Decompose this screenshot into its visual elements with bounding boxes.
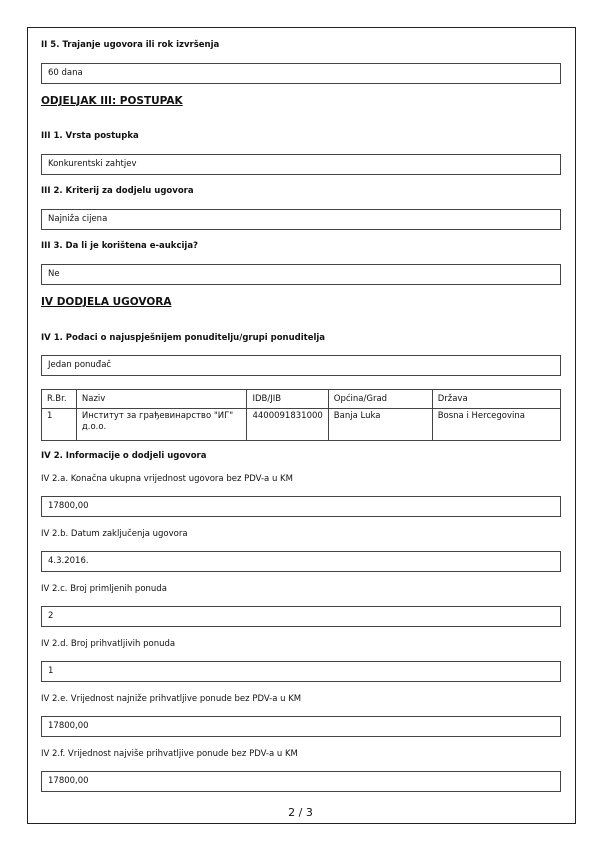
column-header: Naziv bbox=[76, 390, 247, 409]
table-cell: Институт за грађевинарство "ИГ" д.о.о. bbox=[76, 409, 247, 441]
table-cell: Banja Luka bbox=[328, 409, 432, 441]
acceptable-offers-field: 1 bbox=[41, 661, 561, 682]
award-criteria-field: Najniža cijena bbox=[41, 209, 561, 230]
total-value-label: IV 2.a. Konačna ukupna vrijednost ugovora bez PDV-a u KM bbox=[41, 474, 293, 484]
e-auction-label: III 3. Da li je korištena e-aukcija? bbox=[41, 241, 198, 251]
bidder-label: IV 1. Podaci o najuspješnijem ponuditelju/grupi ponuditelja bbox=[41, 333, 326, 343]
award-info-label: IV 2. Informacije o dodjeli ugovora bbox=[41, 451, 207, 461]
table-cell: Bosna i Hercegovina bbox=[432, 409, 560, 441]
highest-offer-label: IV 2.f. Vrijednost najviše prihvatljive ponude bez PDV-a u KM bbox=[41, 749, 298, 759]
procedure-type-label: III 1. Vrsta postupka bbox=[41, 131, 139, 141]
table-header-row bbox=[42, 390, 561, 409]
highest-offer-field: 17800,00 bbox=[41, 771, 561, 792]
bidder-table bbox=[41, 389, 561, 441]
column-header: Općina/Grad bbox=[328, 390, 432, 409]
bidder-field: Jedan ponuđač bbox=[41, 355, 561, 376]
contract-date-field: 4.3.2016. bbox=[41, 551, 561, 572]
section-4-heading: IV DODJELA UGOVORA bbox=[41, 296, 172, 308]
table-cell: 4400091831000 bbox=[247, 409, 328, 441]
received-offers-field: 2 bbox=[41, 606, 561, 627]
column-header: Država bbox=[432, 390, 560, 409]
lowest-offer-field: 17800,00 bbox=[41, 716, 561, 737]
column-header: R.Br. bbox=[42, 390, 77, 409]
received-offers-label: IV 2.c. Broj primljenih ponuda bbox=[41, 584, 167, 594]
column-header: IDB/JIB bbox=[247, 390, 328, 409]
contract-date-label: IV 2.b. Datum zaključenja ugovora bbox=[41, 529, 188, 539]
total-value-field: 17800,00 bbox=[41, 496, 561, 517]
section-3-heading: ODJELJAK III: POSTUPAK bbox=[41, 95, 183, 107]
page-number: 2 / 3 bbox=[288, 806, 313, 819]
table-row bbox=[42, 409, 561, 441]
acceptable-offers-label: IV 2.d. Broj prihvatljivih ponuda bbox=[41, 639, 176, 649]
duration-label: II 5. Trajanje ugovora ili rok izvršenja bbox=[41, 40, 220, 50]
e-auction-field: Ne bbox=[41, 264, 561, 285]
lowest-offer-label: IV 2.e. Vrijednost najniže prihvatljive ponude bez PDV-a u KM bbox=[41, 694, 302, 704]
award-criteria-label: III 2. Kriterij za dodjelu ugovora bbox=[41, 186, 194, 196]
duration-field: 60 dana bbox=[41, 63, 561, 84]
table-cell: 1 bbox=[42, 409, 77, 441]
procedure-type-field: Konkurentski zahtjev bbox=[41, 154, 561, 175]
